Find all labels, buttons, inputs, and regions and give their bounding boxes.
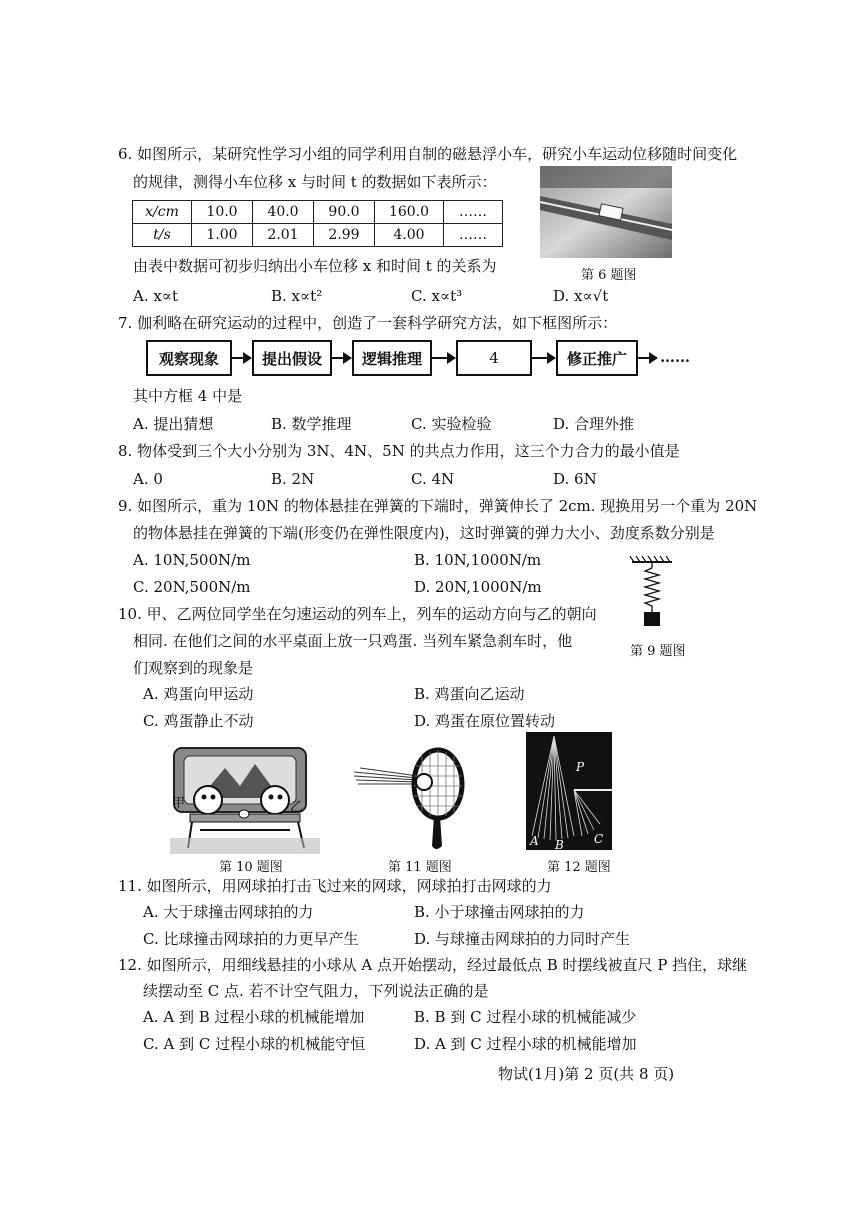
q10-option-d: D. 鸡蛋在原位置转动 <box>414 712 556 730</box>
q12-option-d: D. A 到 C 过程小球的机械能增加 <box>414 1035 637 1053</box>
q6-option-a: A. x∝t <box>133 287 179 305</box>
q10-stem-line2: 相同. 在他们之间的水平桌面上放一只鸡蛋. 当列车紧急刹车时，他 <box>133 632 573 650</box>
q10-stem-line1: 10. 甲、乙两位同学坐在匀速运动的列车上，列车的运动方向与乙的朝向 <box>118 605 597 623</box>
q10-option-a: A. 鸡蛋向甲运动 <box>143 685 254 703</box>
q12-option-a: A. A 到 B 过程小球的机械能增加 <box>143 1008 365 1026</box>
flow-box-reasoning: 逻辑推理 <box>352 340 432 376</box>
q11-option-c: C. 比球撞击网球拍的力更早产生 <box>143 930 359 948</box>
q11-option-a: A. 大于球撞击网球拍的力 <box>143 903 314 921</box>
table-cell: 4.00 <box>375 224 444 247</box>
q6-stem-line2: 的规律，测得小车位移 x 与时间 t 的数据如下表所示： <box>133 173 497 191</box>
q9-option-c: C. 20N,500N/m <box>133 578 251 596</box>
q7-option-a: A. 提出猜想 <box>133 415 214 433</box>
q12-stem-line1: 12. 如图所示，用细线悬挂的小球从 A 点开始摆动，经过最低点 B 时摆线被直尺 P 挡住，球继 <box>118 956 748 974</box>
q8-stem-line1: 8. 物体受到三个大小分别为 3N、4N、5N 的共点力作用，这三个力合力的最小值是 <box>118 442 680 460</box>
q10-option-b: B. 鸡蛋向乙运动 <box>414 685 525 703</box>
table-cell: …… <box>444 224 503 247</box>
table-cell: x/cm <box>133 201 192 224</box>
flow-ellipsis: …… <box>660 348 690 366</box>
table-cell: 1.00 <box>192 224 253 247</box>
q7-stem-line1: 7. 伽利略在研究运动的过程中，创造了一套科学研究方法，如下框图所示： <box>118 314 618 332</box>
q9-option-b: B. 10N,1000N/m <box>414 551 542 569</box>
label-b: B <box>555 838 564 852</box>
q6-option-d: D. x∝√t <box>553 287 609 305</box>
tennis-racket-figure <box>352 746 472 852</box>
flow-arrow <box>638 357 656 359</box>
q6-data-table <box>132 200 503 247</box>
q10-stem-line3: 们观察到的现象是 <box>133 659 254 677</box>
table-row <box>133 224 503 247</box>
q9-option-a: A. 10N,500N/m <box>133 551 251 569</box>
table-cell: 160.0 <box>375 201 444 224</box>
q9-stem-line1: 9. 如图所示，重为 10N 的物体悬挂在弹簧的下端时，弹簧伸长了 2cm. 现换用另一个重为 20N <box>118 497 758 515</box>
q7-option-d: D. 合理外推 <box>553 415 635 433</box>
q9-figure-caption: 第 9 题图 <box>630 644 686 659</box>
q8-option-d: D. 6N <box>553 470 597 488</box>
table-cell: t/s <box>133 224 192 247</box>
spring-figure <box>628 556 676 636</box>
q11-stem-line1: 11. 如图所示，用网球拍打击飞过来的网球，网球拍打击网球的力 <box>118 877 552 895</box>
flow-arrow <box>332 357 350 359</box>
table-cell: 10.0 <box>192 201 253 224</box>
label-yi: 乙 <box>290 800 304 815</box>
flow-box-hypothesis: 提出假设 <box>252 340 332 376</box>
q9-option-d: D. 20N,1000N/m <box>414 578 542 596</box>
q6-figure-caption: 第 6 题图 <box>581 268 637 283</box>
table-row <box>133 201 503 224</box>
label-p: P <box>576 760 585 774</box>
q8-option-a: A. 0 <box>133 470 163 488</box>
q7-stem-line2: 其中方框 4 中是 <box>133 387 243 405</box>
q12-stem-line2: 续摆动至 C 点. 若不计空气阻力，下列说法正确的是 <box>143 982 489 1000</box>
flow-box-4: 4 <box>456 340 532 376</box>
flow-arrow <box>432 357 454 359</box>
label-jia: 甲 <box>172 796 186 811</box>
q8-option-b: B. 2N <box>271 470 315 488</box>
q12-option-c: C. A 到 C 过程小球的机械能守恒 <box>143 1035 366 1053</box>
q12-option-b: B. B 到 C 过程小球的机械能减少 <box>414 1008 637 1026</box>
q11-option-b: B. 小于球撞击网球拍的力 <box>414 903 585 921</box>
table-cell: …… <box>444 201 503 224</box>
table-cell: 90.0 <box>314 201 375 224</box>
table-cell: 2.01 <box>253 224 314 247</box>
q8-option-c: C. 4N <box>411 470 455 488</box>
q10-option-c: C. 鸡蛋静止不动 <box>143 712 254 730</box>
q9-stem-line2: 的物体悬挂在弹簧的下端(形变仍在弹性限度内)，这时弹簧的弹力大小、劲度系数分别是 <box>133 524 715 542</box>
q7-option-b: B. 数学推理 <box>271 415 352 433</box>
flow-box-generalize: 修正推广 <box>556 340 638 376</box>
table-cell: 40.0 <box>253 201 314 224</box>
q6-stem-line1: 6. 如图所示，某研究性学习小组的同学利用自制的磁悬浮小车，研究小车运动位移随时间变化 <box>118 145 738 163</box>
table-cell: 2.99 <box>314 224 375 247</box>
maglev-cart-photo <box>540 166 672 258</box>
label-c: C <box>594 832 604 846</box>
q6-option-c: C. x∝t³ <box>411 287 463 305</box>
q7-option-c: C. 实验检验 <box>411 415 492 433</box>
page-footer: 物试(1月)第 2 页(共 8 页) <box>498 1065 675 1083</box>
q6-stem-line3: 由表中数据可初步归纳出小车位移 x 和时间 t 的关系为 <box>133 257 497 275</box>
flow-box-observe: 观察现象 <box>146 340 232 376</box>
q6-option-b: B. x∝t² <box>271 287 323 305</box>
flow-arrow <box>232 357 250 359</box>
q10-figure-caption: 第 10 题图 <box>219 860 283 875</box>
q11-figure-caption: 第 11 题图 <box>388 860 452 875</box>
q12-figure-caption: 第 12 题图 <box>547 860 611 875</box>
label-a: A <box>530 834 539 848</box>
q11-option-d: D. 与球撞击网球拍的力同时产生 <box>414 930 631 948</box>
flow-arrow <box>532 357 554 359</box>
